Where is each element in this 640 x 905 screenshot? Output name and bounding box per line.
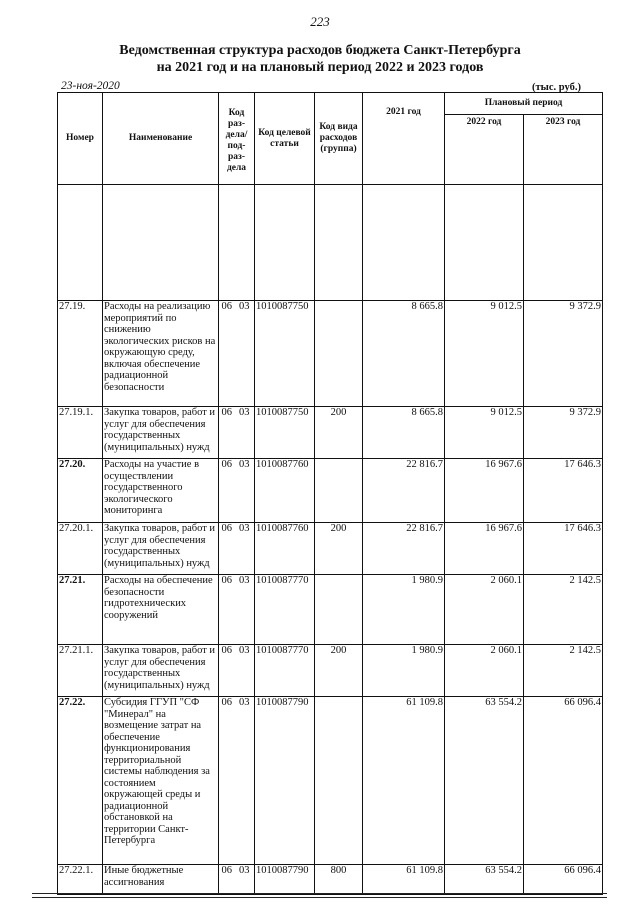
row-value-2021: 1 980.9 <box>363 645 445 697</box>
header-planned-period: Плановый период <box>445 93 603 115</box>
row-section-code: 06 <box>219 575 235 645</box>
row-target-code: 1010087770 <box>255 645 315 697</box>
row-value-2021: 61 109.8 <box>363 697 445 865</box>
row-value-2022: 16 967.6 <box>445 523 524 575</box>
row-section-code: 06 <box>219 523 235 575</box>
units-label: (тыс. руб.) <box>532 82 581 93</box>
row-name: Субсидия ГГУП "СФ "Минерал" на возмещение затрат на обеспечение функционирования территориальной системы наблюдения за состоянием окружающей среды и радиационной обстановкой на территории Санкт-Петербурга <box>103 697 219 865</box>
row-number: 27.19.1. <box>58 407 103 459</box>
table-row <box>58 645 603 697</box>
row-section-code: 06 <box>219 459 235 523</box>
header-target-code: Код целевой статьи <box>255 93 315 185</box>
table-row <box>58 575 603 645</box>
row-kind-code: 200 <box>315 523 363 575</box>
row-subsection-code: 03 <box>235 575 255 645</box>
header-number: Номер <box>58 93 103 185</box>
row-kind-code: 200 <box>315 645 363 697</box>
table-row <box>58 865 603 895</box>
row-value-2021: 61 109.8 <box>363 865 445 895</box>
table-row <box>58 523 603 575</box>
row-name: Закупка товаров, работ и услуг для обеспечения государственных (муниципальных) нужд <box>103 645 219 697</box>
row-target-code: 1010087790 <box>255 865 315 895</box>
row-value-2021: 1 980.9 <box>363 575 445 645</box>
row-target-code: 1010087760 <box>255 523 315 575</box>
row-target-code: 1010087790 <box>255 697 315 865</box>
row-subsection-code: 03 <box>235 523 255 575</box>
row-number: 27.22. <box>58 697 103 865</box>
row-section-code: 06 <box>219 865 235 895</box>
row-section-code: 06 <box>219 645 235 697</box>
row-value-2021: 22 816.7 <box>363 523 445 575</box>
header-section-code: Код раз- дела/ под- раз- дела <box>219 93 255 185</box>
row-subsection-code: 03 <box>235 865 255 895</box>
table-row <box>58 301 603 407</box>
row-value-2021: 8 665.8 <box>363 407 445 459</box>
row-kind-code <box>315 697 363 865</box>
title-line-1: Ведомственная структура расходов бюджета Санкт-Петербурга <box>119 43 521 58</box>
title-line-2: на 2021 год и на плановый период 2022 и 2023 годов <box>156 60 484 75</box>
spacer-row <box>58 185 603 301</box>
row-target-code: 1010087750 <box>255 407 315 459</box>
row-value-2023: 66 096.4 <box>524 697 603 865</box>
row-value-2023: 9 372.9 <box>524 301 603 407</box>
row-value-2023: 9 372.9 <box>524 407 603 459</box>
row-subsection-code: 03 <box>235 301 255 407</box>
row-value-2022: 63 554.2 <box>445 865 524 895</box>
budget-table <box>57 92 603 895</box>
page-number: 223 <box>310 14 330 29</box>
row-subsection-code: 03 <box>235 645 255 697</box>
row-value-2023: 17 646.3 <box>524 459 603 523</box>
document-title <box>0 42 640 76</box>
row-target-code: 1010087770 <box>255 575 315 645</box>
row-name: Расходы на реализацию мероприятий по снижению экологических рисков на окружающую среду, включая обеспечение радиационной безопасности <box>103 301 219 407</box>
row-subsection-code: 03 <box>235 697 255 865</box>
header-year-2023: 2023 год <box>524 115 603 185</box>
table-row <box>58 459 603 523</box>
row-kind-code <box>315 459 363 523</box>
row-name: Расходы на участие в осуществлении государственного экологического мониторинга <box>103 459 219 523</box>
row-number: 27.20. <box>58 459 103 523</box>
footer-line <box>32 897 607 898</box>
row-value-2022: 16 967.6 <box>445 459 524 523</box>
row-kind-code: 800 <box>315 865 363 895</box>
row-name: Расходы на обеспечение безопасности гидротехнических сооружений <box>103 575 219 645</box>
row-number: 27.19. <box>58 301 103 407</box>
row-number: 27.22.1. <box>58 865 103 895</box>
row-name: Иные бюджетные ассигнования <box>103 865 219 895</box>
table-row <box>58 697 603 865</box>
row-name: Закупка товаров, работ и услуг для обеспечения государственных (муниципальных) нужд <box>103 523 219 575</box>
row-section-code: 06 <box>219 301 235 407</box>
header-name: Наименование <box>103 93 219 185</box>
row-value-2023: 17 646.3 <box>524 523 603 575</box>
document-date: 23-ноя-2020 <box>61 80 120 92</box>
row-name: Закупка товаров, работ и услуг для обеспечения государственных (муниципальных) нужд <box>103 407 219 459</box>
row-kind-code <box>315 575 363 645</box>
footer-line <box>32 893 607 894</box>
row-subsection-code: 03 <box>235 459 255 523</box>
row-value-2022: 9 012.5 <box>445 301 524 407</box>
row-number: 27.20.1. <box>58 523 103 575</box>
row-value-2023: 66 096.4 <box>524 865 603 895</box>
row-value-2021: 22 816.7 <box>363 459 445 523</box>
row-value-2022: 2 060.1 <box>445 645 524 697</box>
header-kind-code: Код вида расходов (группа) <box>315 93 363 185</box>
row-value-2022: 2 060.1 <box>445 575 524 645</box>
row-number: 27.21.1. <box>58 645 103 697</box>
row-value-2023: 2 142.5 <box>524 645 603 697</box>
row-kind-code <box>315 301 363 407</box>
header-year-2022: 2022 год <box>445 115 524 185</box>
row-subsection-code: 03 <box>235 407 255 459</box>
table-body <box>58 185 603 895</box>
row-number: 27.21. <box>58 575 103 645</box>
row-target-code: 1010087750 <box>255 301 315 407</box>
table-row <box>58 407 603 459</box>
row-value-2021: 8 665.8 <box>363 301 445 407</box>
row-value-2023: 2 142.5 <box>524 575 603 645</box>
row-value-2022: 63 554.2 <box>445 697 524 865</box>
header-year-2021: 2021 год <box>363 93 445 185</box>
row-target-code: 1010087760 <box>255 459 315 523</box>
row-value-2022: 9 012.5 <box>445 407 524 459</box>
row-section-code: 06 <box>219 407 235 459</box>
row-section-code: 06 <box>219 697 235 865</box>
row-kind-code: 200 <box>315 407 363 459</box>
